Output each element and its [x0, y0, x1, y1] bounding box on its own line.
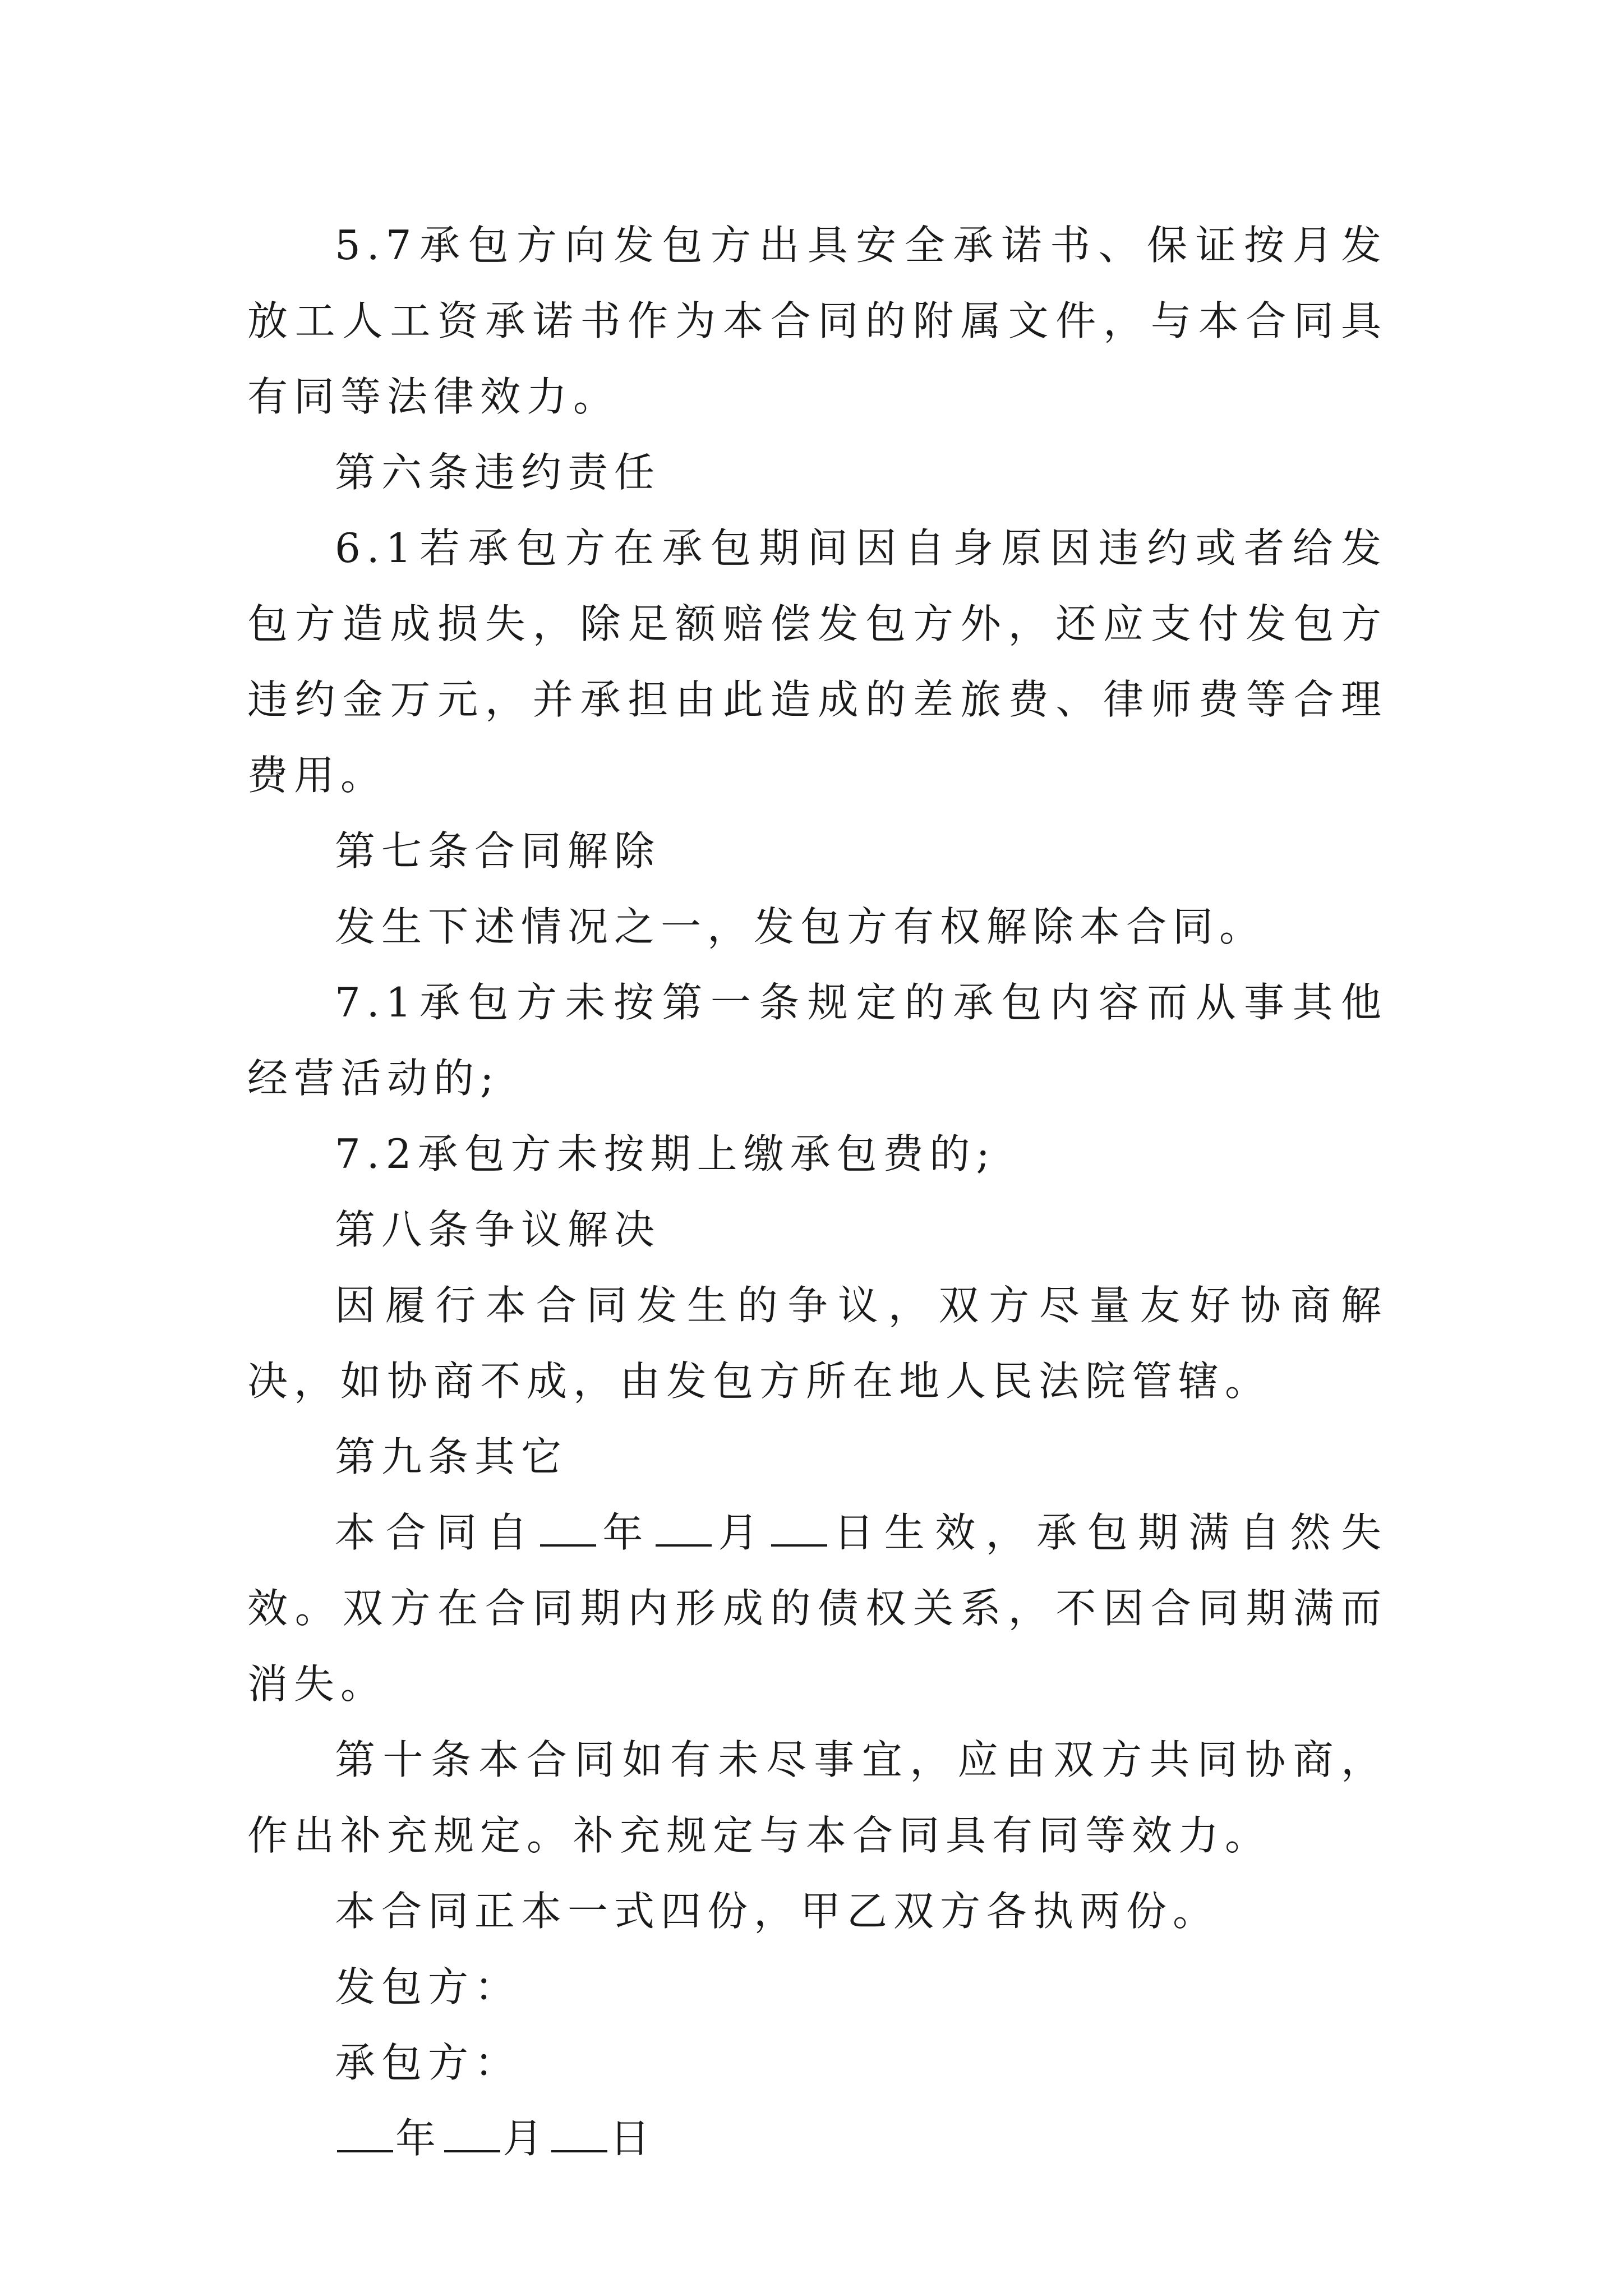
termination-intro: 发生下述情况之一，发包方有权解除本合同。 — [335, 903, 1266, 950]
effective-continuation: 在合同期内形成的债权关系，不因合同期满而消失。 — [247, 1585, 1387, 1708]
sign-day-blank — [551, 2116, 607, 2152]
signing-date-line — [247, 2101, 1387, 2177]
effective-day-suffix: 日生效，承包期满自然失效。双方 — [247, 1509, 1387, 1632]
day-blank — [771, 1511, 827, 1547]
effective-date-clause — [247, 1495, 1387, 1722]
effective-month-label: 月 — [713, 1509, 769, 1556]
sign-year-blank — [337, 2116, 393, 2152]
clause-6-1: 6.1若承包方在承包期间因自身原因违约或者给发包方造成损失，除足额赔偿发包方外，还应支付发包方违约金万元，并承担由此造成的差旅费、律师费等合理费用。 — [247, 524, 1387, 799]
contractor-signature-label: 承包方： — [335, 2039, 522, 2086]
sign-month-label: 月 — [502, 2115, 550, 2162]
copies-clause: 本合同正本一式四份，甲乙双方各执两份。 — [335, 1888, 1220, 1935]
employer-signature-label: 发包方： — [335, 1963, 522, 2010]
effective-year-label: 年 — [598, 1509, 653, 1556]
dispute-clause: 因履行本合同发生的争议，双方尽量友好协商解决，如协商不成，由发包方所在地人民法院管辖。 — [247, 1282, 1387, 1405]
document-body — [247, 208, 1387, 2177]
article-7-heading: 第七条合同解除 — [335, 827, 661, 875]
article-6-heading: 第六条违约责任 — [335, 449, 661, 496]
sign-day-label: 日 — [610, 2115, 657, 2162]
month-blank — [656, 1511, 712, 1547]
article-10: 第十条本合同如有未尽事宜，应由双方共同协商，作出补充规定。补充规定与本合同具有同等效力。 — [247, 1736, 1387, 1859]
article-8-heading: 第八条争议解决 — [335, 1206, 661, 1253]
effective-prefix: 本合同自 — [335, 1509, 538, 1556]
clause-7-1: 7.1承包方未按第一条规定的承包内容而从事其他经营活动的; — [247, 979, 1387, 1102]
sign-month-blank — [444, 2116, 500, 2152]
clause-7-2: 7.2承包方未按期上缴承包费的; — [335, 1130, 996, 1177]
sign-year-label: 年 — [395, 2115, 442, 2162]
year-blank — [540, 1511, 596, 1547]
article-9-heading: 第九条其它 — [335, 1433, 568, 1480]
clause-5-7: 5.7承包方向发包方出具安全承诺书、保证按月发放工人工资承诺书作为本合同的附属文件，与本合同具有同等法律效力。 — [247, 222, 1387, 420]
